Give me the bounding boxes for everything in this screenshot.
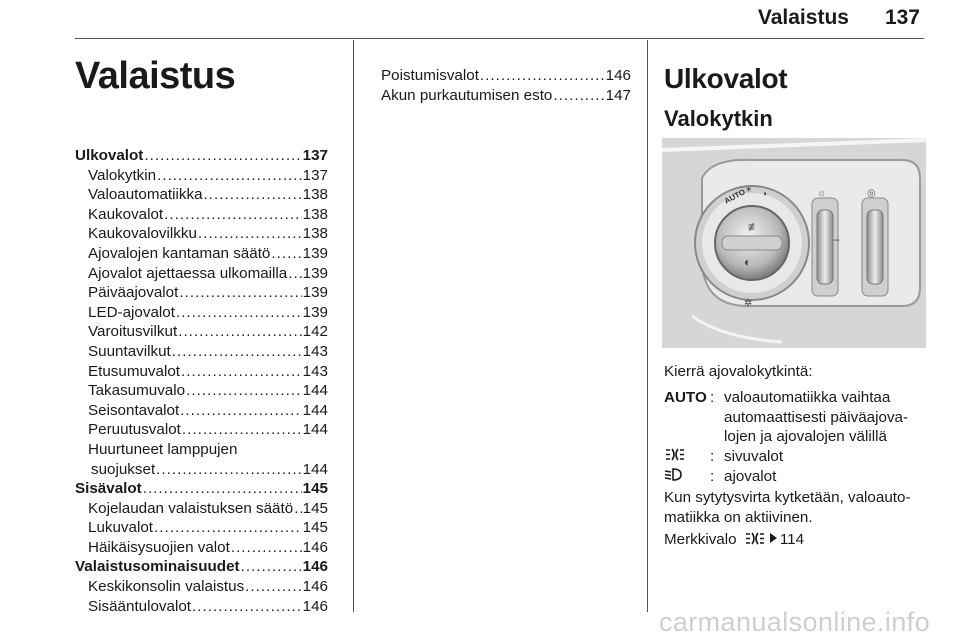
toc-section-entry[interactable] — [75, 146, 328, 166]
toc-leader-dots — [180, 401, 301, 421]
toc-leader-dots — [192, 597, 302, 617]
toc-entry-page: 137 — [302, 166, 328, 184]
section-subtitle: Valokytkin — [664, 106, 773, 131]
toc-leader-dots — [157, 166, 302, 186]
switch-marking-lowbeam: ◑ — [762, 189, 767, 198]
toc-entry-label: Takasumuvalo — [88, 382, 186, 400]
definition-low-beam: : ajovalot — [664, 467, 929, 488]
toc-entry-page: 146 — [302, 578, 328, 596]
toc-entry-label: Kaukovalot — [88, 205, 164, 223]
toc-leader-dots — [204, 185, 302, 205]
toc-entry-page: 143 — [302, 342, 328, 360]
toc-leader-dots — [245, 577, 301, 597]
toc-entry-label: Kaukovalovilkku — [88, 225, 197, 243]
toc-entry-page: 144 — [302, 421, 328, 439]
toc-entry-label: Sisääntulovalot — [88, 597, 192, 615]
toc-entry-page: 142 — [302, 323, 328, 341]
reference-page-link[interactable]: 114 — [779, 531, 805, 548]
toc-entry-page: 138 — [302, 205, 328, 223]
caption: Kierrä ajovalokytkintä: — [664, 363, 813, 380]
low-beam-icon — [664, 467, 682, 482]
toc-leader-dots — [480, 66, 605, 86]
parking-lights-icon — [664, 447, 686, 462]
toc-entry-label: Valoautomatiikka — [88, 186, 203, 204]
toc-entry-page: 139 — [302, 303, 328, 321]
toc-entry-label: Akun purkautumisen esto — [381, 86, 553, 104]
toc-entry[interactable] — [75, 166, 328, 186]
toc-entry-page: 145 — [302, 480, 328, 498]
toc-entry[interactable] — [75, 460, 328, 480]
toc-entry[interactable] — [75, 518, 328, 538]
toc-entry[interactable] — [75, 381, 328, 401]
toc-leader-dots — [198, 224, 302, 244]
toc-entry-page: 147 — [605, 86, 631, 104]
toc-leader-dots — [172, 342, 302, 362]
toc-section-entry[interactable] — [75, 557, 328, 577]
reference-line — [664, 531, 804, 548]
toc-entry-label: Ajovalot ajettaessa ulkomailla — [88, 264, 288, 282]
toc-entry[interactable] — [75, 577, 328, 597]
toc-entry[interactable] — [75, 244, 328, 264]
section-title: Ulkovalot — [664, 63, 788, 94]
toc-entry-page: 145 — [302, 519, 328, 537]
toc-entry-label: Päiväajovalot — [88, 284, 179, 302]
toc-entry[interactable] — [75, 224, 328, 244]
toc-entry[interactable] — [75, 499, 328, 519]
toc-entry-label: Ulkovalot — [75, 147, 144, 164]
toc-entry[interactable] — [75, 264, 328, 284]
toc-leader-dots — [143, 479, 302, 499]
toc-leader-dots — [176, 303, 302, 323]
toc-entry-label: Ajovalojen kantaman säätö — [88, 244, 271, 262]
toc-entry-page: 138 — [302, 186, 328, 204]
toc-entry-label: Etusumuvalot — [88, 362, 181, 380]
definition-text: ajovalot — [724, 468, 777, 486]
toc-leader-dots — [271, 244, 301, 264]
toc-leader-dots — [294, 499, 301, 519]
toc-entry-label: suojukset — [91, 460, 156, 478]
toc-entry-label: Varoitusvilkut — [88, 323, 178, 341]
toc-leader-dots — [164, 205, 302, 225]
toc-leader-dots — [144, 146, 301, 166]
toc-title: Valaistus — [75, 55, 236, 97]
switch-marking-parking: ☀ — [745, 185, 753, 194]
toc-leader-dots — [288, 264, 301, 284]
toc-entry-page: 145 — [302, 499, 328, 517]
watermark: carmanualsonline.info — [658, 607, 930, 637]
toc-entry-label: Kojelaudan valaistuksen säätö — [88, 499, 294, 517]
toc-entry-label: LED-ajovalot — [88, 303, 175, 321]
headlight-range-icon: ◎ — [867, 188, 876, 199]
knob-fog-front-icon: ≢ — [748, 220, 760, 234]
definition-text: valoautomatiikka vaihtaa automaattisesti päiväajovalojen ja ajovalojen välillä — [724, 389, 909, 446]
toc-entry-page: 146 — [302, 597, 328, 615]
toc-leader-dots — [553, 86, 604, 106]
toc-leader-dots — [182, 420, 302, 440]
toc-entry[interactable] — [381, 66, 631, 86]
toc-entry[interactable] — [75, 205, 328, 225]
toc-entry[interactable] — [75, 538, 328, 558]
toc-entry[interactable] — [75, 342, 328, 362]
paragraph: Kun sytytysvirta kytketään, valoautomatiikka on aktiivinen. — [664, 489, 911, 526]
toc-entry[interactable] — [381, 86, 631, 106]
toc-entry[interactable] — [75, 362, 328, 382]
toc-entry-page: 139 — [302, 244, 328, 262]
toc-leader-dots — [231, 538, 302, 558]
parking-lights-icon — [744, 531, 766, 546]
toc-entry[interactable] — [75, 283, 328, 303]
dashboard-light-icon: ☼ — [817, 188, 827, 199]
reference-text: Merkkivalo — [664, 531, 737, 548]
toc-entry-label: Poistumisvalot — [381, 67, 479, 84]
toc-section-entry[interactable] — [75, 479, 328, 499]
toc-entry-label: Lukuvalot — [88, 519, 154, 537]
toc-entry-page: 138 — [302, 225, 328, 243]
definition-list — [664, 388, 929, 488]
toc-entry-page: 144 — [302, 460, 328, 478]
definition-text: sivuvalot — [724, 447, 784, 465]
column-divider-1 — [353, 40, 354, 612]
toc-entry-label: Peruutusvalot — [88, 421, 181, 439]
toc-entry-label: Keskikonsolin valaistus — [88, 578, 245, 596]
toc-entry[interactable] — [75, 185, 328, 205]
toc-leader-dots — [186, 381, 302, 401]
knob-fog-rear-icon: ◐ — [744, 255, 752, 269]
toc-entry-page: 137 — [302, 147, 328, 164]
running-head-title: Valaistus — [757, 6, 849, 29]
toc-entry-page: 143 — [302, 362, 328, 380]
toc-entry[interactable]: Huurtuneet lamppujen — [88, 440, 238, 458]
toc-column-2 — [381, 66, 631, 105]
column-divider-2 — [647, 40, 648, 612]
toc-entry-label: Valokytkin — [88, 166, 157, 184]
toc-leader-dots — [154, 518, 302, 538]
toc-entry[interactable] — [75, 420, 328, 440]
toc-entry-label: Valaistusominaisuudet — [75, 558, 240, 576]
toc-entry[interactable] — [75, 597, 328, 617]
toc-entry-page: 146 — [302, 558, 328, 576]
toc-leader-dots — [179, 283, 301, 303]
light-switch-illustration — [662, 138, 926, 348]
toc-entry-page: 146 — [605, 67, 631, 84]
light-switch-drawing — [662, 138, 926, 348]
toc-entry-page: 139 — [302, 284, 328, 302]
toc-entry[interactable] — [75, 401, 328, 421]
toc-entry[interactable] — [75, 303, 328, 323]
toc-entry-label: Häikäisysuojien valot — [88, 538, 230, 556]
toc-entry-label: Suuntavilkut — [88, 342, 171, 360]
definition-key-auto: AUTO — [664, 389, 707, 406]
auto-label: AUTO — [722, 187, 747, 206]
wheel-minus-mark: − — [833, 233, 841, 247]
toc-leader-dots — [241, 557, 302, 577]
header-rule — [75, 38, 924, 39]
page-number: 137 — [884, 6, 920, 29]
toc-entry-page: 144 — [302, 382, 328, 400]
toc-entry[interactable] — [75, 322, 328, 342]
page-reference-arrow-icon — [770, 533, 777, 543]
toc-leader-dots — [156, 460, 301, 480]
toc-entry-page: 144 — [302, 401, 328, 419]
toc-entry-label: Seisontavalot — [88, 401, 180, 419]
switch-off-icon: ✲ — [744, 298, 753, 309]
running-head — [758, 6, 920, 30]
definition-auto: AUTO : valoautomatiikka vaihtaa automaattisesti päiväajovalojen ja ajovalojen välillä — [664, 388, 929, 447]
toc-column-1 — [75, 146, 328, 616]
toc-leader-dots — [181, 362, 302, 382]
toc-entry-label: Sisävalot — [75, 480, 142, 498]
definition-parking-lights: : sivuvalot — [664, 447, 929, 468]
toc-entry-page: 139 — [302, 264, 328, 282]
toc-entry-page: 146 — [302, 538, 328, 556]
toc-leader-dots — [178, 322, 301, 342]
